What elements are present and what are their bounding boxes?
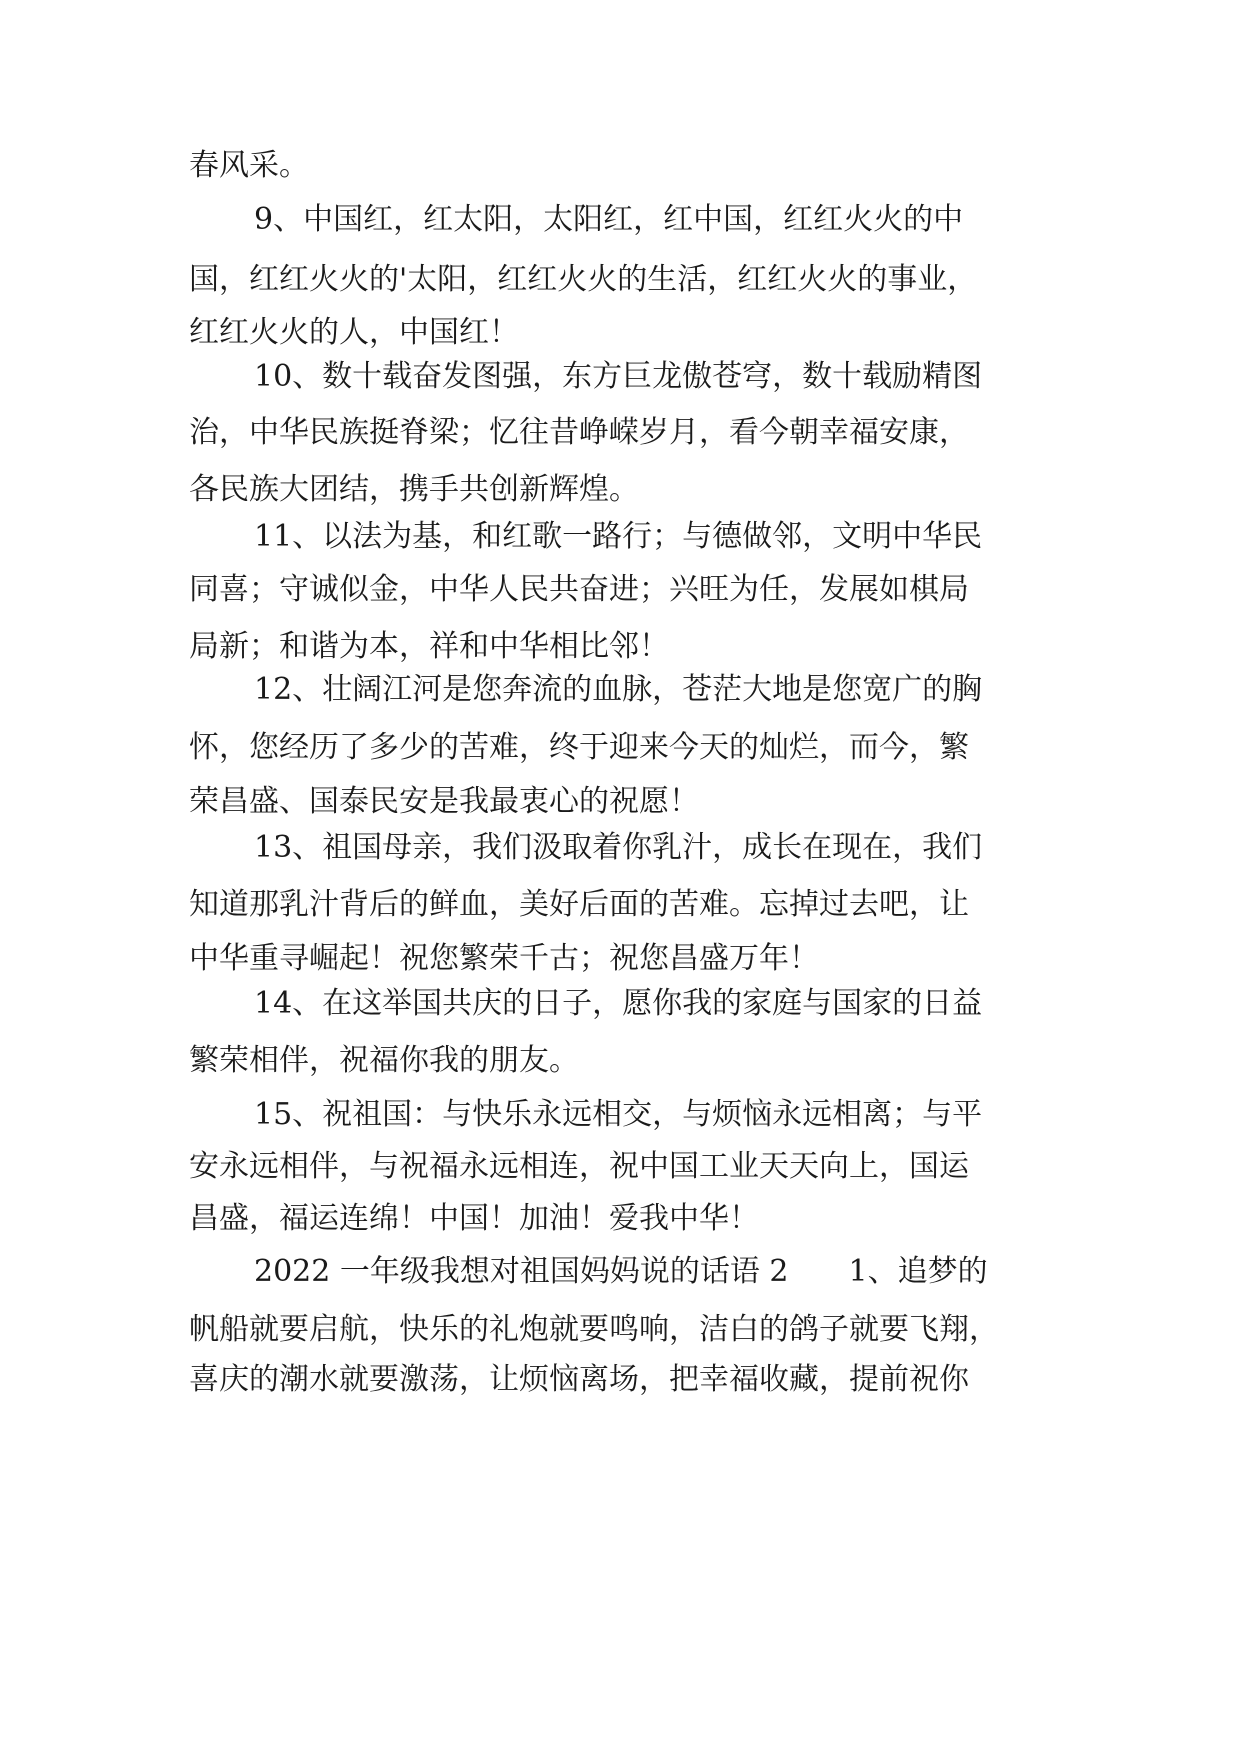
text-line: 繁荣相伴，祝福你我的朋友。 [189,1043,579,1078]
text-line: 喜庆的潮水就要激荡，让烦恼离场，把幸福收藏，提前祝你 [189,1362,969,1397]
text-line: 15、祝祖国：与快乐永远相交，与烦恼永远相离；与平 [254,1097,983,1132]
text-line: 各民族大团结，携手共创新辉煌。 [189,472,639,507]
text-line: 14、在这举国共庆的日子，愿你我的家庭与国家的日益 [254,986,983,1021]
text-line: 国，红红火火的'太阳，红红火火的生活，红红火火的事业， [189,262,978,297]
text-line: 红红火火的人，中国红！ [189,315,519,350]
text-line: 13、祖国母亲，我们汲取着你乳汁，成长在现在，我们 [254,830,983,865]
text-line: 怀，您经历了多少的苦难，终于迎来今天的灿烂，而今，繁 [189,730,969,765]
text-line: 安永远相伴，与祝福永远相连，祝中国工业天天向上，国运 [189,1149,969,1184]
text-line: 荣昌盛、国泰民安是我最衷心的祝愿！ [189,784,699,819]
text-line: 帆船就要启航，快乐的礼炮就要鸣响，洁白的鸽子就要飞翔， [189,1312,999,1347]
text-line: 春风采。 [189,148,309,183]
text-line: 知道那乳汁背后的鲜血，美好后面的苦难。忘掉过去吧，让 [189,887,969,922]
text-line: 局新；和谐为本，祥和中华相比邻！ [189,629,669,664]
text-line: 治，中华民族挺脊梁；忆往昔峥嵘岁月，看今朝幸福安康， [189,415,969,450]
text-line: 9、中国红，红太阳，太阳红，红中国，红红火火的中 [254,202,964,237]
text-line: 2022 一年级我想对祖国妈妈说的话语 2 1、追梦的 [254,1254,988,1289]
text-line: 昌盛，福运连绵！中国！加油！爱我中华！ [189,1201,759,1236]
text-line: 10、数十载奋发图强，东方巨龙傲苍穹，数十载励精图 [254,359,983,394]
text-line: 12、壮阔江河是您奔流的血脉，苍茫大地是您宽广的胸 [254,672,983,707]
text-line: 同喜；守诚似金，中华人民共奋进；兴旺为任，发展如棋局 [189,572,969,607]
text-line: 中华重寻崛起！祝您繁荣千古；祝您昌盛万年！ [189,941,819,976]
text-line: 11、以法为基，和红歌一路行；与德做邻，文明中华民 [254,519,983,554]
